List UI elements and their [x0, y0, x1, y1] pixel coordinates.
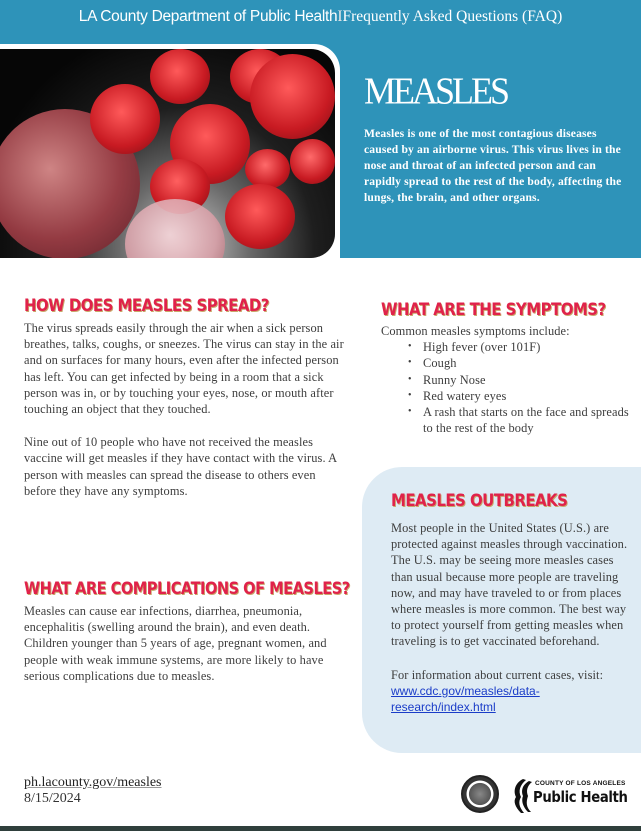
logo-county-text: COUNTY OF LOS ANGELES	[535, 780, 626, 787]
section-spread	[24, 295, 349, 499]
page-title: MEASLES	[364, 70, 508, 112]
section-heading: HOW DOES MEASLES SPREAD?	[24, 296, 269, 316]
header-org: LA County Department of Public Health	[78, 8, 338, 25]
section-symptoms	[381, 299, 631, 436]
county-seal-icon	[461, 775, 499, 813]
section-paragraph: Measles can cause ear infections, diarrhea, pneumonia, encephalitis (swelling around the brain), and even death. Children younger than 5 years of age, pregnant women, and people with weak immune systems, are more likely to have serious complications due to measles.	[24, 604, 327, 683]
header-doc-type: Frequently Asked Questions (FAQ)	[342, 8, 563, 25]
section-heading: MEASLES OUTBREAKS	[391, 491, 568, 511]
footer-date: 8/15/2024	[24, 791, 81, 806]
section-outbreaks	[391, 490, 636, 715]
symptoms-intro: Common measles symptoms include:	[381, 324, 570, 338]
section-complications	[24, 578, 350, 684]
footer-divider	[0, 826, 641, 831]
list-item: • Runny Nose	[408, 372, 631, 388]
section-heading: WHAT ARE COMPLICATIONS OF MEASLES?	[24, 579, 350, 599]
list-item: • Red watery eyes	[408, 388, 631, 404]
section-paragraph: The virus spreads easily through the air when a sick person breathes, talks, coughs, or sneezes. The virus can stay in the air and on surfaces for many hours, even after the infected person has left. You can get infected by being in a room that a sick person was in, or by touching your eyes, nose, or mouth after touching an object that they touched.	[24, 321, 344, 417]
section-heading: WHAT ARE THE SYMPTOMS?	[381, 300, 606, 320]
footer-website-link[interactable]: ph.lacounty.gov/measles	[24, 775, 162, 790]
header-separator: I	[337, 8, 343, 25]
link-line[interactable]: research/index.html	[391, 699, 496, 714]
list-item: • High fever (over 101F)	[408, 339, 631, 355]
link-line[interactable]: www.cdc.gov/measles/data-	[391, 683, 540, 698]
symptoms-list	[408, 339, 631, 436]
section-paragraph: Nine out of 10 people who have not received the measles vaccine will get measles if they have contact with the virus. A person with measles can spread the disease to others even before they have any symptoms.	[24, 435, 337, 498]
cdc-data-link[interactable]	[391, 683, 636, 715]
document-header	[0, 8, 641, 26]
list-item: • A rash that starts on the face and spreads to the rest of the body	[408, 404, 631, 436]
profile-silhouette-icon	[509, 777, 533, 815]
list-item: • Cough	[408, 355, 631, 371]
hero-text	[364, 70, 629, 206]
section-paragraph: Most people in the United States (U.S.) are protected against measles through vaccination. The U.S. may be seeing more measles cases than usual because more people are traveling now, and may have traveled to or from places where measles is more common. The best way to protect yourself from getting measles when traveling is to get vaccinated beforehand.	[391, 521, 628, 649]
measles-virus-illustration	[0, 49, 335, 258]
logo-public-health-text: Public Health	[533, 788, 628, 806]
section-paragraph: For information about current cases, visit:	[391, 667, 604, 682]
hero-image	[0, 44, 340, 258]
hero-description: Measles is one of the most contagious diseases caused by an airborne virus. This virus lives in the nose and throat of an infected person and can rapidly spread to the rest of the body, affecting the lungs, the brain, and other organs.	[364, 127, 622, 204]
public-health-logo	[509, 777, 629, 815]
